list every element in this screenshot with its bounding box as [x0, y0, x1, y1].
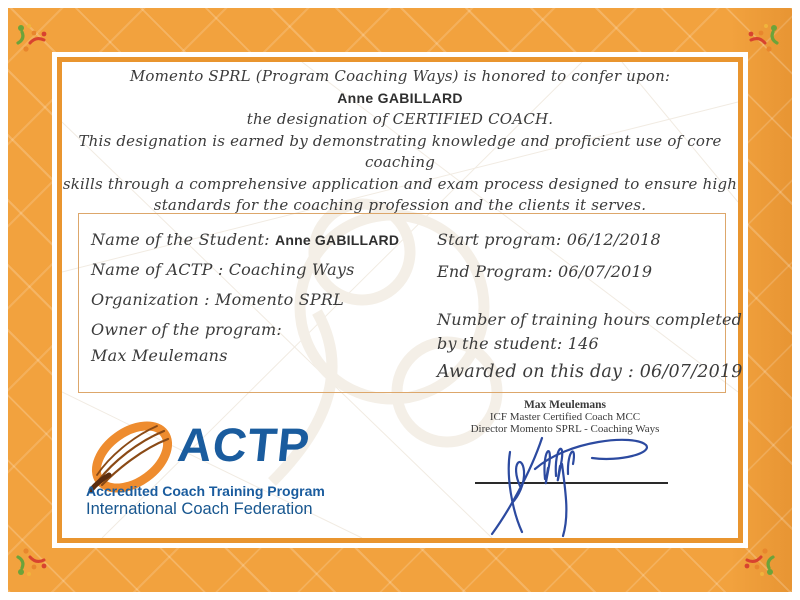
actp-acronym: ACTP — [175, 418, 313, 471]
training-hours-row: Number of training hours completed — [437, 310, 743, 329]
start-program-row: Start program: 06/12/2018 — [437, 230, 661, 249]
signatory-role: Director Momento SPRL - Coaching Ways — [470, 423, 660, 435]
program-owner-label: Owner of the program: — [91, 320, 282, 339]
details-box — [78, 213, 743, 393]
training-hours-value-row: by the student: 146 — [437, 334, 599, 353]
conferral-body-line: skills through a comprehensive application and exam process designed to ensure high — [62, 174, 738, 193]
signatory-name: Max Meulemans — [523, 399, 607, 411]
actp-name-row: Name of ACTP : Coaching Ways — [91, 260, 355, 279]
icf-name: International Coach Federation — [86, 500, 313, 518]
designation-line: the designation of CERTIFIED COACH. — [246, 110, 554, 128]
signature — [450, 424, 685, 539]
conferral-text — [62, 66, 738, 217]
corner-ornament-icon — [743, 545, 777, 579]
conferral-body-line: standards for the coaching profession and the clients it serves. — [153, 196, 647, 214]
corner-ornament-icon — [14, 545, 48, 579]
organization-row: Organization : Momento SPRL — [91, 290, 344, 309]
end-program-row: End Program: 06/07/2019 — [437, 262, 653, 281]
program-owner-name: Max Meulemans — [91, 346, 228, 365]
actp-icf-logo — [82, 412, 412, 532]
corner-ornament-icon — [14, 21, 48, 55]
student-name-row — [91, 230, 399, 249]
student-name: Anne GABILLARD — [275, 232, 400, 248]
actp-tagline: Accredited Coach Training Program — [86, 483, 325, 499]
awarded-date-row: Awarded on this day : 06/07/2019 — [437, 362, 743, 382]
corner-ornament-icon — [747, 21, 781, 55]
student-label: Name of the Student: — [91, 230, 270, 249]
recipient-name: Anne GABILLARD — [337, 89, 463, 106]
conferral-body-line: This designation is earned by demonstrating knowledge and proficient use of core coaching — [78, 131, 722, 171]
signatory-credential: ICF Master Certified Coach MCC — [489, 411, 641, 423]
conferral-line: Momento SPRL (Program Coaching Ways) is honored to confer upon: — [129, 67, 671, 85]
